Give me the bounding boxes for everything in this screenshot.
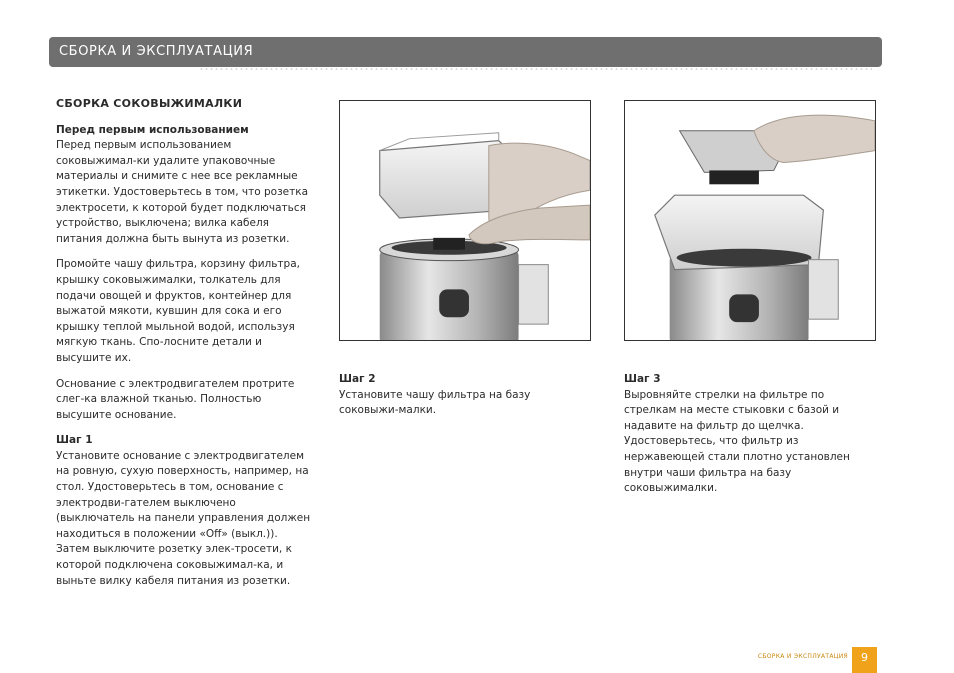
section-header-title: СБОРКА И ЭКСПЛУАТАЦИЯ <box>59 44 254 59</box>
step2-text: Установите чашу фильтра на базу соковыжи-малки. <box>339 388 531 417</box>
page-number: 9 <box>861 651 868 664</box>
step2-label: Шаг 2 <box>339 373 376 385</box>
header-dot-rule <box>199 67 872 71</box>
step1-text: Установите основание с электродвигателем на ровную, сухую поверхность, например, на стол. Удостоверьтесь в том, основание с электродви-гателем выключено (выключатель на панели управления должен находиться в положении «Off» (выкл.)). Затем выключите розетку элек-тросети, к которой подключена соковыжимал-ка, и выньте вилку кабеля питания из розетки. <box>56 449 311 587</box>
section-heading: СБОРКА СОКОВЫЖИМАЛКИ <box>56 97 243 110</box>
juicer-filter-placement-illustration <box>625 101 875 340</box>
step1-label: Шаг 1 <box>56 434 93 447</box>
right-column <box>624 367 876 507</box>
step3-text: Выровняйте стрелки на фильтре по стрелкам на месте стыковки с базой и надавите на фильтр до щелчка. Удостоверьтесь, что фильтр из нержавеющей стали плотно установлен внутри чаши фильтра на базу соковыжималки. <box>624 388 850 495</box>
paragraph-unpacking: Перед первым использованием соковыжимал-ки удалите упаковочные материалы и снимите с нее все рекламные этикетки. Удостоверьтесь в том, что розетка электросети, к которой будет подключаться устройство, выключена; вилка кабеля питания должна быть вынута из розетки. <box>56 139 309 245</box>
section-header-bar <box>49 37 882 67</box>
step3-label: Шаг 3 <box>624 373 661 385</box>
paragraph-base-cleaning: Основание с электродвигателем протрите слег-ка влажной тканью. Полностью высушите основание. <box>56 377 295 421</box>
left-column <box>56 96 314 599</box>
footer-section-label: СБОРКА И ЭКСПЛУАТАЦИЯ <box>757 653 848 660</box>
juicer-bowl-placement-illustration <box>340 101 590 340</box>
paragraph-washing: Промойте чашу фильтра, корзину фильтра, крышку соковыжималки, толкатель для подачи овощей и фруктов, контейнер для выжатой мякоти, кувшин для сока и его крышку теплой мыльной водой, используя мягкую ткань. Спо-лосните детали и высушите их. <box>56 258 300 364</box>
before-first-use-heading: Перед первым использованием <box>56 123 249 136</box>
page-number-badge <box>852 647 877 673</box>
step3-photo <box>624 100 876 341</box>
middle-column <box>339 367 591 429</box>
step2-photo <box>339 100 591 341</box>
